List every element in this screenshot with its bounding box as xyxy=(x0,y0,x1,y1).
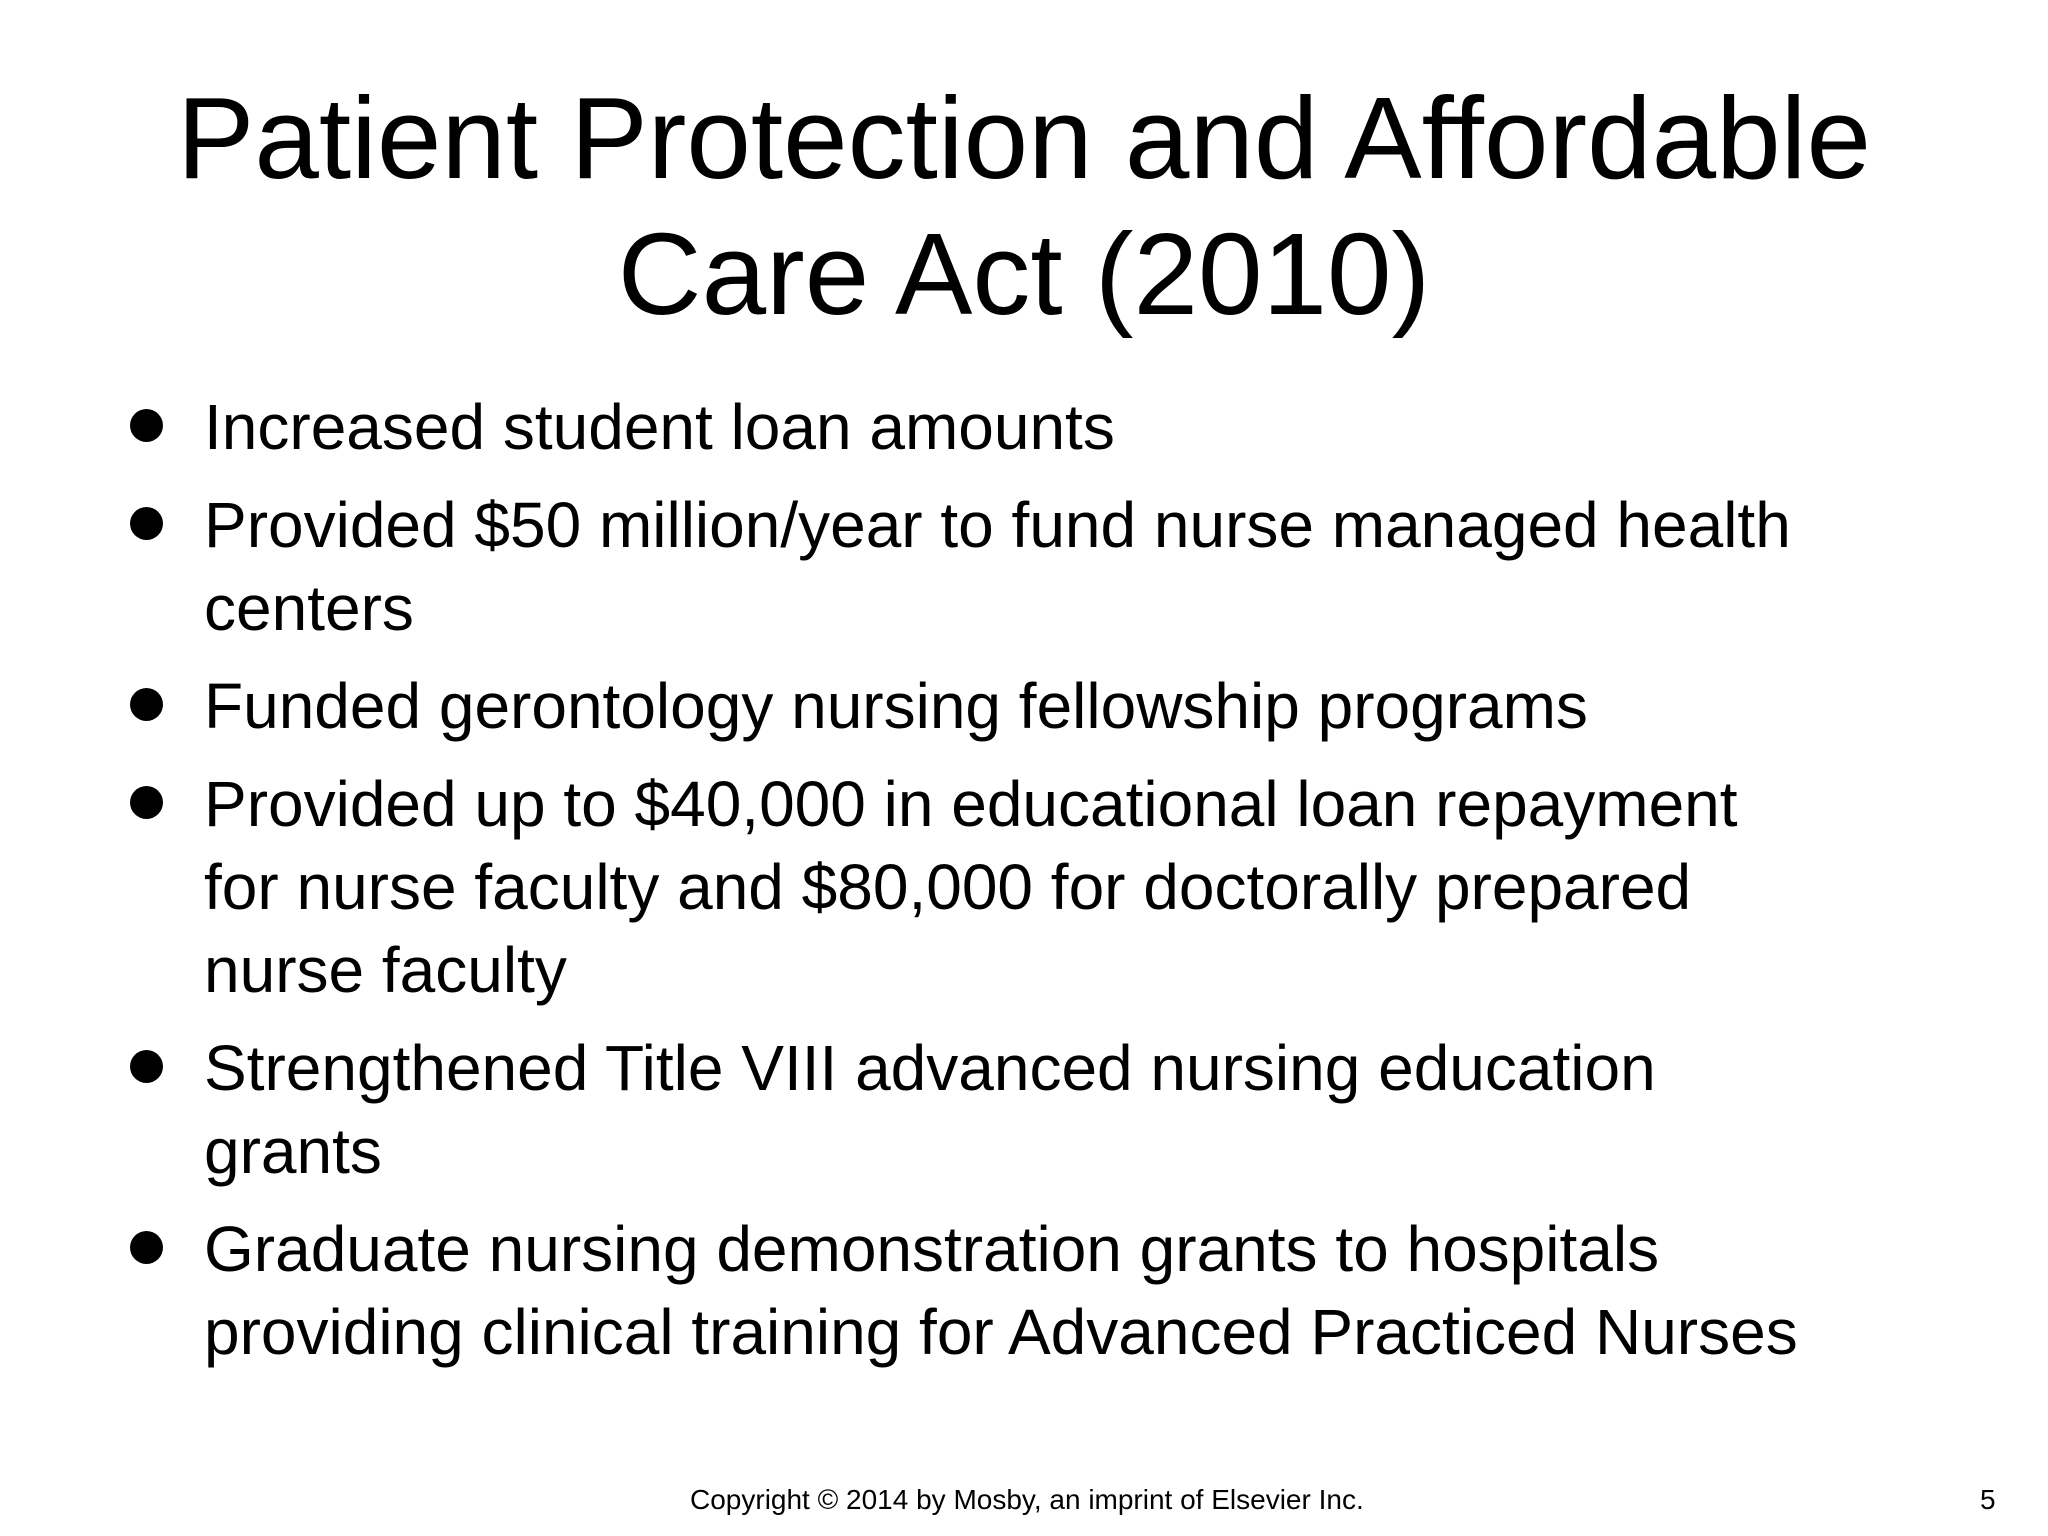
bullet-text-line: providing clinical training for Advanced Practiced Nurses xyxy=(204,1296,1798,1368)
slide-title xyxy=(150,70,1898,342)
bullet-text-line: Graduate nursing demonstration grants to hospitals xyxy=(204,1213,1660,1285)
bullet-text-line: nurse faculty xyxy=(204,934,567,1006)
bullet-dot-icon xyxy=(130,1231,163,1264)
bullet-item xyxy=(130,386,1970,469)
slide-title-line: Care Act (2010) xyxy=(617,209,1431,339)
bullet-list xyxy=(130,386,1970,1389)
slide-title-line: Patient Protection and Affordable xyxy=(177,73,1871,203)
bullet-text-line: Provided up to $40,000 in educational loan repayment xyxy=(204,768,1738,840)
bullet-text-line: for nurse faculty and $80,000 for doctorally prepared xyxy=(204,851,1692,923)
bullet-text-line: Increased student loan amounts xyxy=(204,391,1115,463)
bullet-item xyxy=(130,763,1970,1012)
copyright-notice: Copyright © 2014 by Mosby, an imprint of Elsevier Inc. xyxy=(690,1484,1364,1515)
bullet-item xyxy=(130,484,1970,650)
bullet-text-line: Strengthened Title VIII advanced nursing education xyxy=(204,1032,1656,1104)
bullet-dot-icon xyxy=(130,507,163,540)
bullet-text-line: Funded gerontology nursing fellowship programs xyxy=(204,670,1588,742)
bullet-dot-icon xyxy=(130,688,163,721)
bullet-dot-icon xyxy=(130,786,163,819)
bullet-text-line: grants xyxy=(204,1115,382,1187)
bullet-dot-icon xyxy=(130,1050,163,1083)
page-number: 5 xyxy=(1980,1484,1996,1515)
bullet-dot-icon xyxy=(130,409,163,442)
bullet-text-line: centers xyxy=(204,572,414,644)
bullet-item xyxy=(130,665,1970,748)
bullet-item xyxy=(130,1208,1970,1374)
bullet-item xyxy=(130,1027,1970,1193)
bullet-text-line: Provided $50 million/year to fund nurse managed health xyxy=(204,489,1791,561)
